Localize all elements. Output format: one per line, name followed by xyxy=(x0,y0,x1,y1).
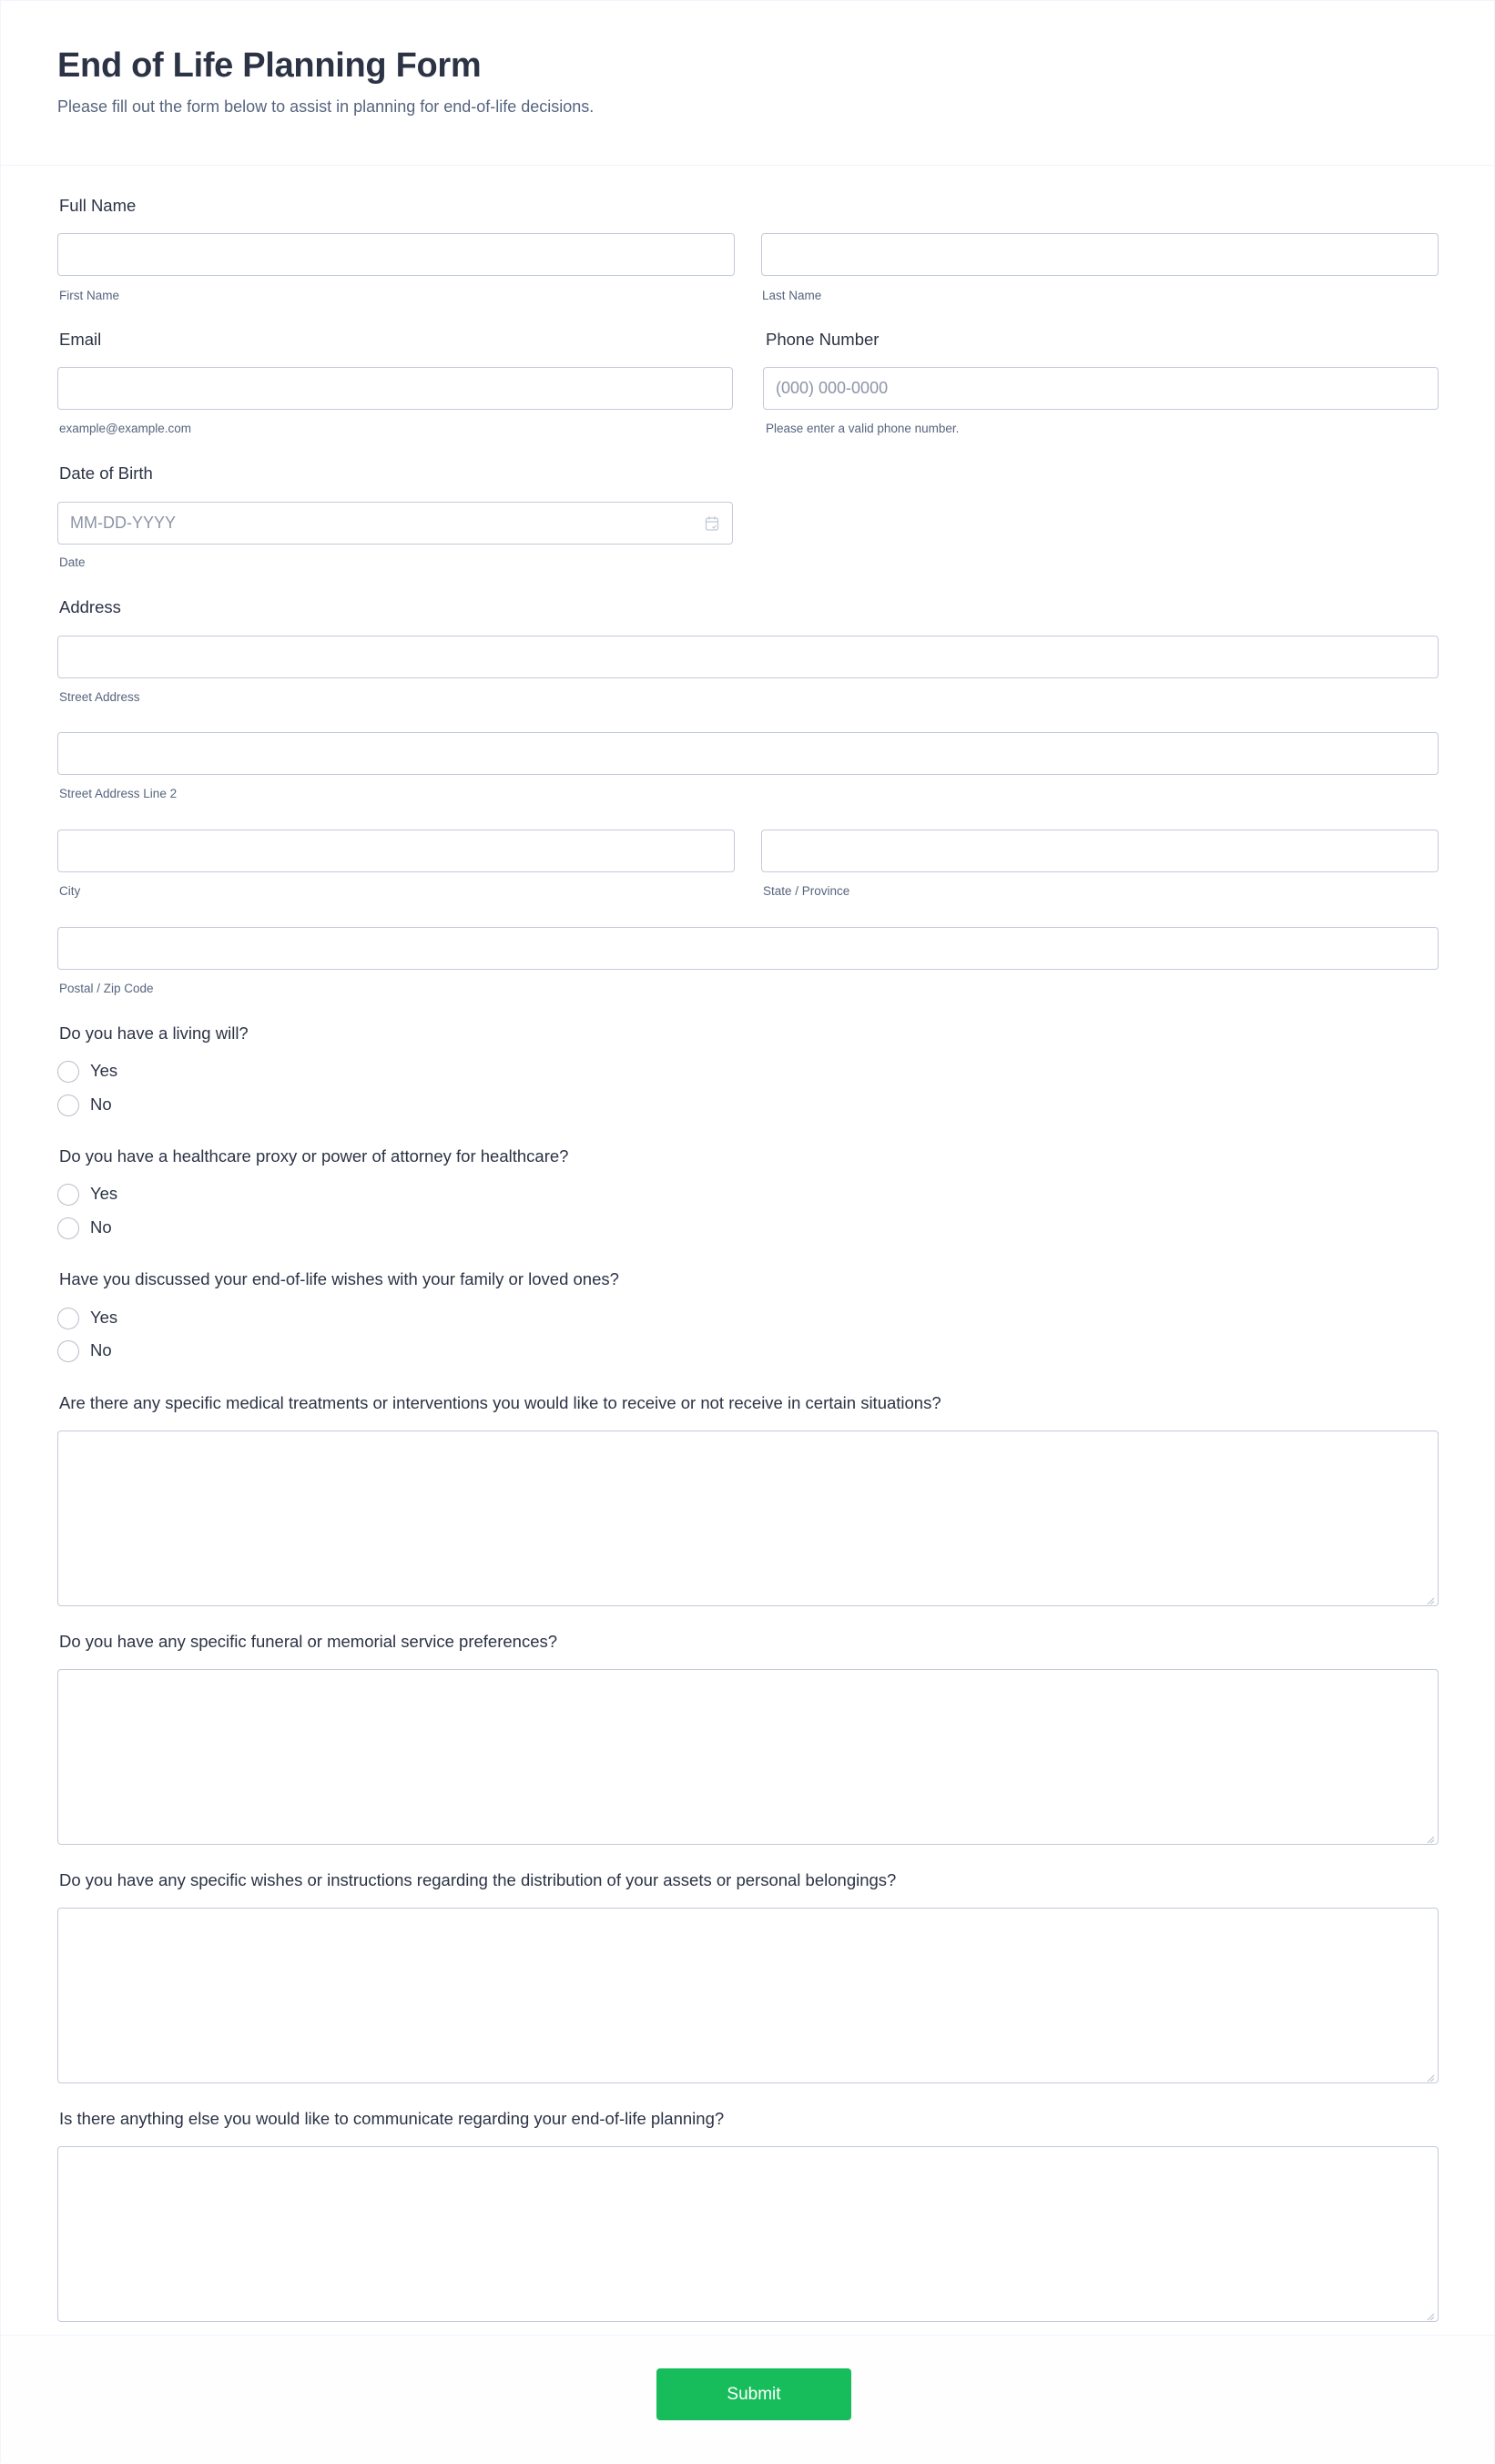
submit-button[interactable]: Submit xyxy=(656,2368,851,2420)
postal-zip-input[interactable] xyxy=(57,927,1439,970)
medical-treatments-textarea[interactable] xyxy=(57,1431,1439,1606)
discussed-wishes-no-label[interactable]: No xyxy=(90,1340,112,1359)
city-sublabel: City xyxy=(59,884,81,898)
street-address-input[interactable] xyxy=(57,636,1439,678)
additional-communication-question: Is there anything else you would like to communicate regarding your end-of-life planning? xyxy=(59,2109,725,2128)
healthcare-proxy-yes-label[interactable]: Yes xyxy=(90,1184,118,1203)
healthcare-proxy-yes-radio[interactable] xyxy=(57,1184,79,1206)
discussed-wishes-yes-radio[interactable] xyxy=(57,1308,79,1329)
phone-sublabel: Please enter a valid phone number. xyxy=(766,422,960,435)
phone-label: Phone Number xyxy=(766,330,880,349)
living-will-no-radio[interactable] xyxy=(57,1095,79,1116)
postal-zip-sublabel: Postal / Zip Code xyxy=(59,982,154,995)
first-name-input[interactable] xyxy=(57,233,735,276)
healthcare-proxy-question: Do you have a healthcare proxy or power of attorney for healthcare? xyxy=(59,1146,569,1166)
resize-handle-icon[interactable] xyxy=(1426,1832,1435,1841)
email-input[interactable] xyxy=(57,367,733,410)
healthcare-proxy-no-label[interactable]: No xyxy=(90,1217,112,1237)
state-province-input[interactable] xyxy=(761,830,1439,872)
funeral-preferences-textarea[interactable] xyxy=(57,1669,1439,1845)
funeral-preferences-question: Do you have any specific funeral or memorial service preferences? xyxy=(59,1632,558,1651)
state-province-sublabel: State / Province xyxy=(763,884,850,898)
page-title: End of Life Planning Form xyxy=(57,46,482,85)
street-address-sublabel: Street Address xyxy=(59,690,140,704)
full-name-label: Full Name xyxy=(59,196,137,215)
discussed-wishes-no-radio[interactable] xyxy=(57,1340,79,1362)
dob-placeholder: MM-DD-YYYY xyxy=(70,514,176,532)
discussed-wishes-yes-label[interactable]: Yes xyxy=(90,1308,118,1327)
living-will-yes-radio[interactable] xyxy=(57,1061,79,1083)
asset-distribution-question: Do you have any specific wishes or instructions regarding the distribution of your assets or personal belongings? xyxy=(59,1870,897,1889)
form-header xyxy=(1,1,1494,166)
discussed-wishes-question: Have you discussed your end-of-life wishes with your family or loved ones? xyxy=(59,1269,619,1288)
page-subtitle: Please fill out the form below to assist in planning for end-of-life decisions. xyxy=(57,97,595,116)
email-label: Email xyxy=(59,330,102,349)
living-will-no-label[interactable]: No xyxy=(90,1095,112,1114)
dob-label: Date of Birth xyxy=(59,463,153,483)
resize-handle-icon[interactable] xyxy=(1426,2309,1435,2318)
asset-distribution-textarea[interactable] xyxy=(57,1908,1439,2083)
last-name-sublabel: Last Name xyxy=(762,289,822,302)
living-will-question: Do you have a living will? xyxy=(59,1023,249,1043)
street-address-line2-input[interactable] xyxy=(57,732,1439,775)
last-name-input[interactable] xyxy=(761,233,1439,276)
dob-sublabel: Date xyxy=(59,555,86,569)
calendar-icon[interactable] xyxy=(705,515,719,532)
phone-input[interactable] xyxy=(763,367,1439,410)
email-sublabel: example@example.com xyxy=(59,422,192,435)
phone-placeholder: (000) 000-0000 xyxy=(776,379,889,397)
living-will-yes-label[interactable]: Yes xyxy=(90,1061,118,1080)
dob-input[interactable] xyxy=(57,502,733,545)
medical-treatments-question: Are there any specific medical treatments or interventions you would like to receive or not receive in certain situations? xyxy=(59,1393,941,1412)
resize-handle-icon[interactable] xyxy=(1426,2071,1435,2080)
additional-communication-textarea[interactable] xyxy=(57,2146,1439,2322)
first-name-sublabel: First Name xyxy=(59,289,120,302)
healthcare-proxy-no-radio[interactable] xyxy=(57,1217,79,1239)
resize-handle-icon[interactable] xyxy=(1426,1593,1435,1603)
city-input[interactable] xyxy=(57,830,735,872)
address-label: Address xyxy=(59,597,121,616)
street-address-line2-sublabel: Street Address Line 2 xyxy=(59,787,178,800)
